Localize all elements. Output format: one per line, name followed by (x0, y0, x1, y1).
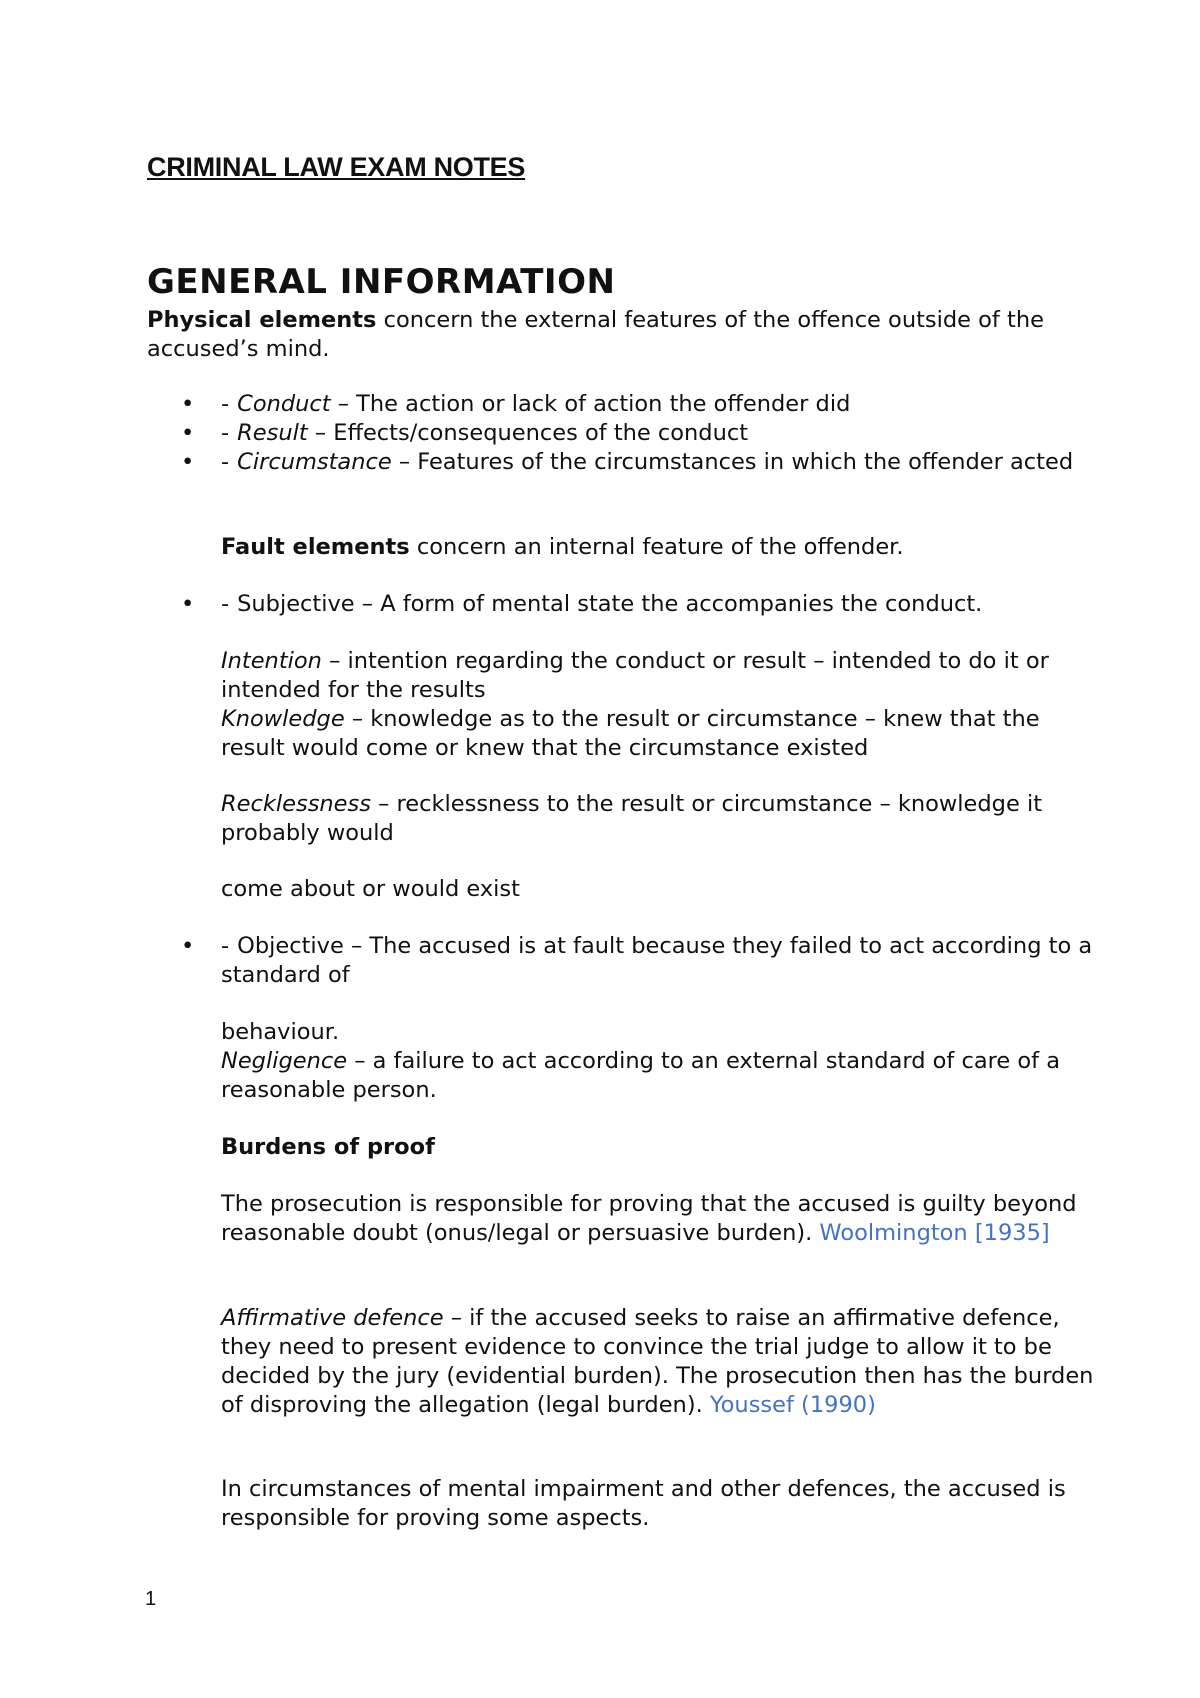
affirmative-defence-term: Affirmative defence (221, 1305, 444, 1331)
conduct-definition: – The action or lack of action the offender did (330, 391, 851, 417)
bullet-icon: • (181, 591, 195, 617)
result-definition: – Effects/consequences of the conduct (307, 420, 749, 446)
recklessness-paragraph (221, 790, 1101, 848)
bullet-icon: • (181, 391, 195, 417)
recklessness-definition: – recklessness to the result or circumstance – knowledge it probably would (221, 791, 1043, 846)
affirmative-defence-definition: – if the accused seeks to raise an affirmative defence, they need to present evidence to convince the trial judge to allow it to be decided by the jury (evidential burden). The prosecution then has the burden of disproving the allegation (legal burden). (221, 1305, 1094, 1418)
document-title: CRIMINAL LAW EXAM NOTES (147, 152, 526, 182)
fault-elements-definition: concern an internal feature of the offender. (409, 534, 904, 560)
dash-marker: - (221, 391, 230, 417)
fault-elements-term: Fault elements (221, 534, 410, 560)
affirmative-defence-paragraph (221, 1304, 1101, 1420)
result-term: Result (237, 420, 308, 446)
negligence-term: Negligence (221, 1048, 348, 1074)
conduct-term: Conduct (237, 391, 331, 417)
knowledge-term: Knowledge (221, 706, 345, 732)
page-number: 1 (145, 1588, 157, 1610)
knowledge-paragraph (221, 705, 1101, 763)
bullet-icon: • (181, 420, 195, 446)
physical-elements-paragraph (147, 306, 1107, 364)
dash-marker: - (221, 933, 230, 959)
circumstance-definition: – Features of the circumstances in which the offender acted (391, 449, 1074, 475)
dash-marker: - (221, 449, 230, 475)
intention-paragraph (221, 647, 1101, 705)
intention-term: Intention (221, 648, 322, 674)
physical-elements-term: Physical elements (147, 307, 377, 333)
section-heading: GENERAL INFORMATION (147, 262, 616, 302)
dash-marker: - (221, 591, 230, 617)
circumstance-term: Circumstance (237, 449, 392, 475)
bullet-icon: • (181, 933, 195, 959)
recklessness-term: Recklessness (221, 791, 371, 817)
negligence-definition: – a failure to act according to an external standard of care of a reasonable person. (221, 1048, 1061, 1103)
objective-continuation: behaviour. (221, 1019, 340, 1045)
physical-elements-definition: concern the external features of the offence outside of the accused’s mind. (147, 307, 1044, 362)
prosecution-paragraph (221, 1190, 1101, 1248)
burdens-heading-text: Burdens of proof (221, 1134, 435, 1160)
negligence-paragraph (221, 1047, 1101, 1105)
recklessness-continuation: come about or would exist (221, 876, 520, 902)
case-citation-youssef[interactable]: Youssef (1990) (709, 1392, 876, 1418)
case-citation-woolmington[interactable]: Woolmington [1935] (819, 1220, 1050, 1246)
knowledge-definition: – knowledge as to the result or circumstance – knew that the result would come or knew that the circumstance existed (221, 706, 1040, 761)
subjective-text: Subjective – A form of mental state the accompanies the conduct. (237, 591, 983, 617)
prosecution-text: The prosecution is responsible for proving that the accused is guilty beyond reasonable doubt (onus/legal or persuasive burden). (221, 1191, 1077, 1246)
burdens-heading (221, 1133, 1101, 1162)
intention-definition: – intention regarding the conduct or result – intended to do it or intended for the results (221, 648, 1049, 703)
fault-elements-paragraph (221, 533, 1101, 562)
bullet-icon: • (181, 449, 195, 475)
objective-text: Objective – The accused is at fault because they failed to act according to a standard of (221, 933, 1093, 988)
mental-impairment-paragraph: In circumstances of mental impairment and other defences, the accused is responsible for proving some aspects. (221, 1476, 1066, 1531)
dash-marker: - (221, 420, 230, 446)
